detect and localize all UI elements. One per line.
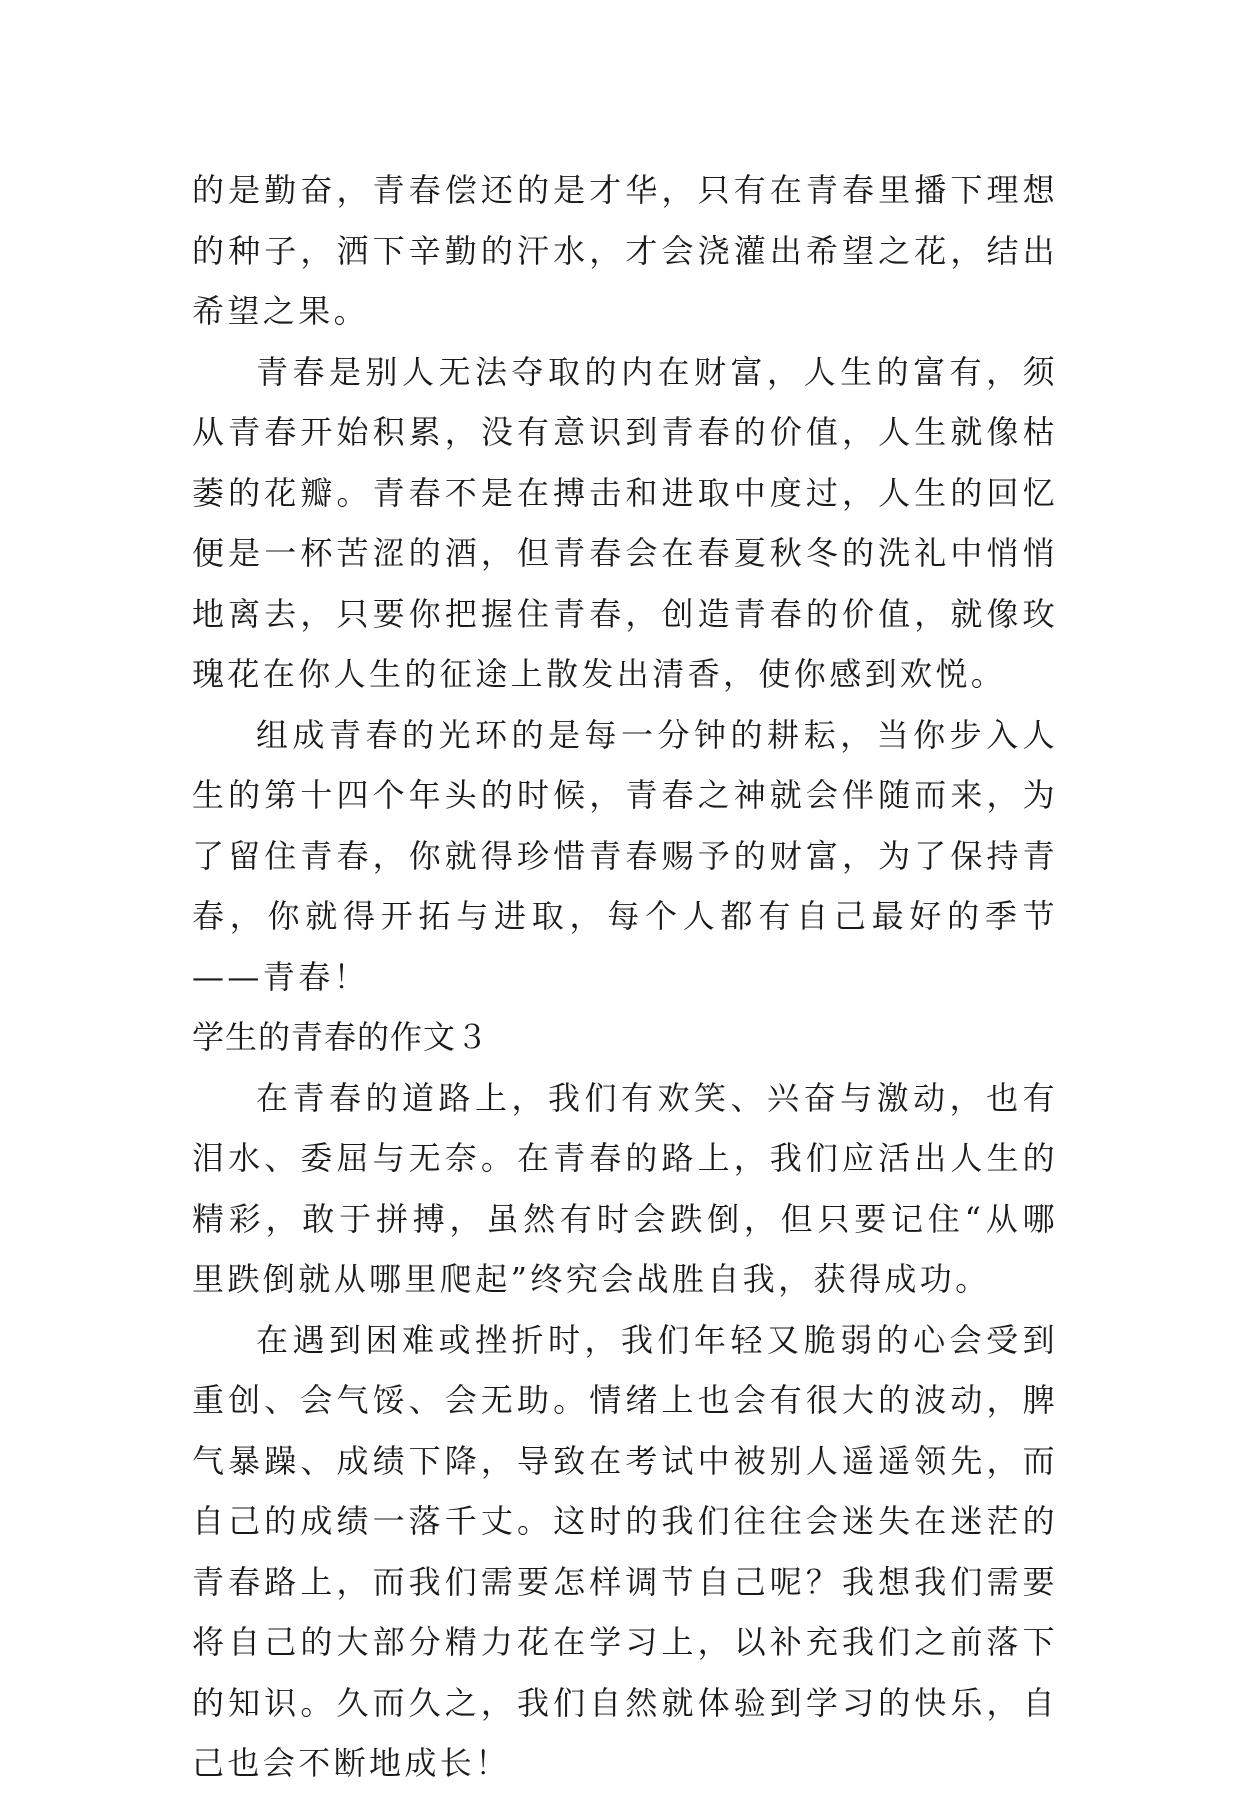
paragraph-1: 的是勤奋，青春偿还的是才华，只有在青春里播下理想的种子，洒下辛勤的汗水，才会浇灌出希望之花，结出希望之果。 [192,171,1058,330]
section-heading: 学生的青春的作文３ [192,1018,490,1056]
paragraph-2: 青春是别人无法夺取的内在财富，人生的富有，须从青春开始积累，没有意识到青春的价值，人生就像枯萎的花瓣。青春不是在搏击和进取中度过，人生的回忆便是一杯苦涩的酒，但青春会在春夏秋冬的洗礼中悄悄地离去，只要你把握住青春，创造青春的价值，就像玫瑰花在你人生的征途上散发出清香，使你感到欢悦。 [192,352,1058,693]
document-body [192,160,1058,1794]
paragraph-4: 在青春的道路上，我们有欢笑、兴奋与激动，也有泪水、委屈与无奈。在青春的路上，我们应活出人生的精彩，敢于拼搏，虽然有时会跌倒，但只要记住“从哪里跌倒就从哪里爬起”终究会战胜自我，获得成功。 [192,1078,1058,1298]
paragraph-5: 在遇到困难或挫折时，我们年轻又脆弱的心会受到重创、会气馁、会无助。情绪上也会有很大的波动，脾气暴躁、成绩下降，导致在考试中被别人遥遥领先，而自己的成绩一落千丈。这时的我们往往会迷失在迷茫的青春路上，而我们需要怎样调节自己呢？我想我们需要将自己的大部分精力花在学习上，以补充我们之前落下的知识。久而久之，我们自然就体验到学习的快乐，自己也会不断地成长！ [192,1320,1058,1782]
paragraph-3: 组成青春的光环的是每一分钟的耕耘，当你步入人生的第十四个年头的时候，青春之神就会伴随而来，为了留住青春，你就得珍惜青春赐予的财富，为了保持青春，你就得开拓与进取，每个人都有自己最好的季节——青春！ [192,715,1058,996]
